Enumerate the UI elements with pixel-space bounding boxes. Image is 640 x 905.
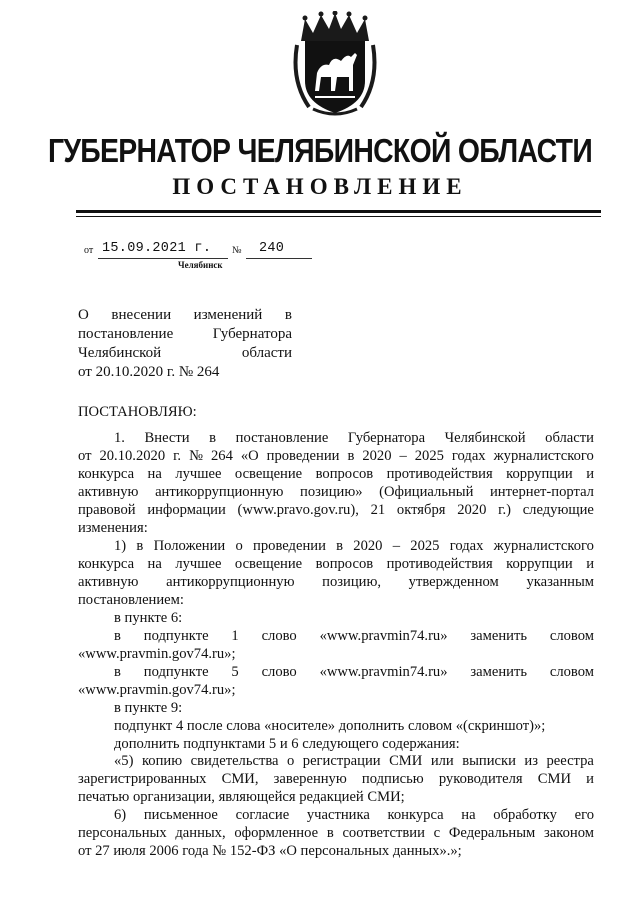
document-type: ПОСТАНОВЛЕНИЕ <box>172 174 468 199</box>
header-divider-thin <box>76 216 601 217</box>
body-line: в пункте 9: <box>114 700 183 716</box>
body-line: «5) копию свидетельства о регистрации СМИ или выписки из реестра <box>114 753 594 769</box>
body-line: персональных данных, оформленное в соответствии с Федеральным законом <box>78 825 594 841</box>
body-line: «www.pravmin.gov74.ru»; <box>78 682 236 698</box>
body-line: постановлением: <box>78 592 184 608</box>
body-line: от 20.10.2020 г. № 264 «О проведении в 2020 – 2025 годах журналистского <box>78 448 594 464</box>
body-line: активную антикоррупционную позицию» (Официальный интернет-портал <box>78 484 594 500</box>
body-line: ПОСТАНОВЛЯЮ: <box>78 404 197 420</box>
body-line: в подпункте 1 слово «www.pravmin74.ru» заменить словом <box>114 628 594 644</box>
document-subject <box>78 306 292 382</box>
body-line: 6) письменное согласие участника конкурса на обработку его <box>114 807 594 823</box>
body-line: 1) в Положении о проведении в 2020 – 2025 годах журналистского <box>114 538 594 554</box>
body-line: дополнить подпунктами 5 и 6 следующего содержания: <box>114 736 460 752</box>
document-city: Челябинск <box>178 260 223 270</box>
number-underline <box>246 258 312 259</box>
body-line: изменения: <box>78 520 148 536</box>
body-line: в пункте 6: <box>114 610 183 626</box>
body-line: подпункт 4 после слова «носителе» дополнить словом «(скриншот)»; <box>114 718 546 734</box>
body-line: от 27 июля 2006 года № 152-ФЗ «О персональных данных».»; <box>78 843 462 859</box>
body-line: правовой информации (www.pravo.gov.ru), 21 октября 2020 г.) следующие <box>78 502 594 518</box>
coat-of-arms-emblem <box>291 11 379 119</box>
issuer-title: ГУБЕРНАТОР ЧЕЛЯБИНСКОЙ ОБЛАСТИ <box>47 132 593 169</box>
body-line: активную антикоррупционную позицию, утвержденном указанным <box>78 574 594 590</box>
subject-line: О внесении изменений в <box>78 307 292 323</box>
document-number: 240 <box>259 241 285 256</box>
body-line: «www.pravmin.gov74.ru»; <box>78 646 236 662</box>
body-line: конкурса на лучшее освещение вопросов противодействия коррупции и <box>78 556 594 572</box>
subject-line: Челябинской области <box>78 345 292 361</box>
header-divider <box>76 210 601 213</box>
body-line: 1. Внести в постановление Губернатора Челябинской области <box>114 430 594 446</box>
number-prefix: № <box>232 245 242 256</box>
body-line: зарегистрированных СМИ, заверенную подписью руководителя СМИ и <box>78 771 594 787</box>
date-underline <box>98 258 228 259</box>
body-line: в подпункте 5 слово «www.pravmin74.ru» заменить словом <box>114 664 594 680</box>
body-line: печатью организации, являющейся редакцией СМИ; <box>78 789 405 805</box>
subject-line: от 20.10.2020 г. № 264 <box>78 364 220 380</box>
document-date: 15.09.2021 г. <box>102 241 212 256</box>
date-prefix: от <box>84 245 94 256</box>
subject-line: постановление Губернатора <box>78 326 292 342</box>
body-line: конкурса на лучшее освещение вопросов противодействия коррупции и <box>78 466 594 482</box>
